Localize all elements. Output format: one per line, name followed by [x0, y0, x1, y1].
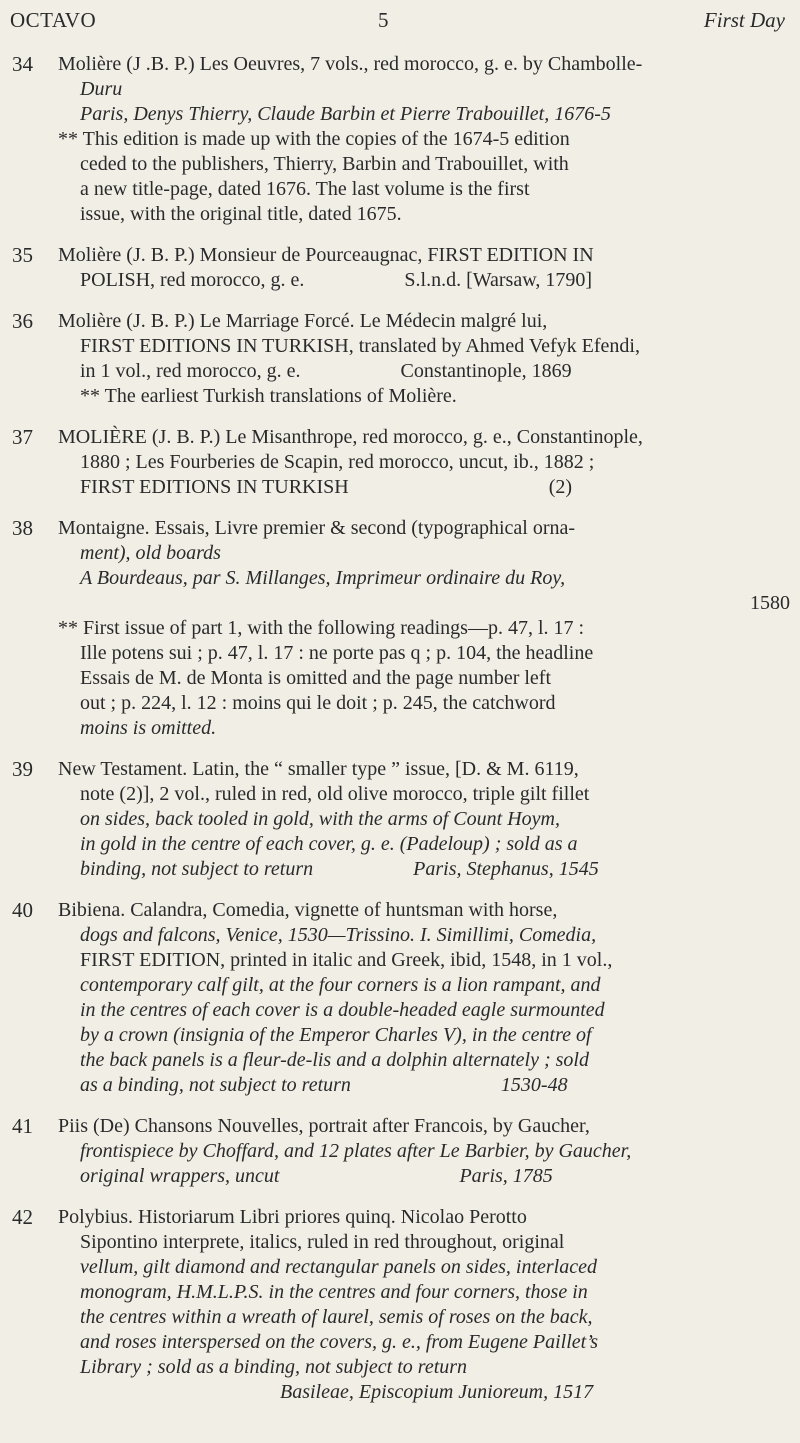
- entry-line: issue, with the original title, dated 1675.: [80, 203, 402, 225]
- entry-line: in the centres of each cover is a double-headed eagle surmounted: [80, 999, 605, 1021]
- lot-number: 39: [12, 757, 33, 781]
- entry-line: moins is omitted.: [80, 717, 217, 739]
- entry-date: 1580: [750, 592, 790, 614]
- entry-line: in gold in the centre of each cover, g. e. (Padeloup) ; sold as a: [80, 833, 578, 855]
- sale-day-label: First Day: [703, 8, 785, 32]
- entry-line: vellum, gilt diamond and rectangular panels on sides, interlaced: [80, 1256, 597, 1278]
- entry-line: FIRST EDITIONS IN TURKISH, translated by Ahmed Vefyk Efendi,: [80, 335, 640, 357]
- lot-number: 35: [12, 243, 33, 267]
- entry-line: binding, not subject to return Paris, Stephanus, 1545: [80, 858, 599, 880]
- lot-entry: [12, 757, 790, 882]
- entry-line: original wrappers, uncut Paris, 1785: [80, 1165, 553, 1187]
- entry-line: the centres within a wreath of laurel, semis of roses on the back,: [80, 1306, 593, 1328]
- entry-line: monogram, H.M.L.P.S. in the centres and four corners, those in: [80, 1281, 588, 1303]
- lot-number: 34: [12, 52, 33, 76]
- entry-line: FIRST EDITION, printed in italic and Greek, ibid, 1548, in 1 vol.,: [80, 949, 613, 971]
- entry-line: Bibiena. Calandra, Comedia, vignette of huntsman with horse,: [58, 899, 558, 921]
- lot-number: 40: [12, 898, 33, 922]
- entry-line: and roses interspersed on the covers, g. e., from Eugene Paillet’s: [80, 1331, 599, 1353]
- entry-line: Ille potens sui ; p. 47, l. 17 : ne porte pas q ; p. 104, the headline: [80, 642, 594, 664]
- lot-entry: [12, 1205, 790, 1405]
- entry-line: Montaigne. Essais, Livre premier & second (typographical orna-: [58, 517, 576, 539]
- entry-line: by a crown (insignia of the Emperor Charles V), in the centre of: [80, 1024, 592, 1046]
- entry-line: Molière (J .B. P.) Les Oeuvres, 7 vols., red morocco, g. e. by Chambolle-: [58, 53, 643, 75]
- lot-entry: [12, 516, 790, 741]
- page-number: 5: [378, 8, 389, 32]
- lot-number: 42: [12, 1205, 33, 1229]
- entry-imprint: Basileae, Episcopium Junioreum, 1517: [280, 1381, 594, 1403]
- lot-entry: [12, 425, 790, 500]
- lot-entry: [12, 1114, 790, 1189]
- lot-entry: [12, 898, 790, 1098]
- entry-line: Piis (De) Chansons Nouvelles, portrait after Francois, by Gaucher,: [58, 1115, 590, 1137]
- entry-note: ** First issue of part 1, with the following readings—p. 47, l. 17 :: [58, 617, 585, 639]
- entry-line: A Bourdeaus, par S. Millanges, Imprimeur ordinaire du Roy,: [80, 567, 566, 589]
- entry-line: Essais de M. de Monta is omitted and the page number left: [80, 667, 552, 689]
- page-header: [10, 4, 785, 40]
- entry-line: frontispiece by Choffard, and 12 plates after Le Barbier, by Gaucher,: [80, 1140, 632, 1162]
- entry-line: on sides, back tooled in gold, with the arms of Count Hoym,: [80, 808, 560, 830]
- entry-line: the back panels is a fleur-de-lis and a dolphin alternately ; sold: [80, 1049, 589, 1071]
- entry-line: Molière (J. B. P.) Le Marriage Forcé. Le Médecin malgré lui,: [58, 310, 548, 332]
- entry-line: Library ; sold as a binding, not subject to return: [80, 1356, 468, 1378]
- lot-number: 38: [12, 516, 33, 540]
- format-label: OCTAVO: [10, 8, 97, 32]
- entry-line: ceded to the publishers, Thierry, Barbin and Trabouillet, with: [80, 153, 569, 175]
- lot-entry: [12, 52, 790, 227]
- lot-number: 37: [12, 425, 33, 449]
- entry-line: ment), old boards: [80, 542, 221, 564]
- entry-line: Molière (J. B. P.) Monsieur de Pourceaugnac, FIRST EDITION IN: [58, 244, 594, 266]
- entry-line: as a binding, not subject to return 1530-48: [80, 1074, 568, 1096]
- entry-line: note (2)], 2 vol., ruled in red, old olive morocco, triple gilt fillet: [80, 783, 590, 805]
- entry-line: Paris, Denys Thierry, Claude Barbin et Pierre Trabouillet, 1676-5: [80, 103, 611, 125]
- entry-line: Duru: [80, 78, 123, 100]
- entry-note: ** The earliest Turkish translations of Molière.: [80, 385, 457, 407]
- lot-entry: [12, 309, 790, 409]
- lot-number: 41: [12, 1114, 33, 1138]
- entry-line: Sipontino interprete, italics, ruled in red throughout, original: [80, 1231, 565, 1253]
- entry-note: ** This edition is made up with the copies of the 1674-5 edition: [58, 128, 570, 150]
- entry-line: New Testament. Latin, the “ smaller type ” issue, [D. & M. 6119,: [58, 758, 579, 780]
- entry-line: out ; p. 224, l. 12 : moins qui le doit ; p. 245, the catchword: [80, 692, 556, 714]
- entry-line: POLISH, red morocco, g. e. S.l.n.d. [Warsaw, 1790]: [80, 269, 593, 291]
- entry-line: Polybius. Historiarum Libri priores quinq. Nicolao Perotto: [58, 1206, 527, 1228]
- entry-line: in 1 vol., red morocco, g. e. Constantinople, 1869: [80, 360, 572, 382]
- entry-line: MOLIÈRE (J. B. P.) Le Misanthrope, red morocco, g. e., Constantinople,: [58, 426, 643, 448]
- lot-entry: [12, 243, 790, 293]
- entry-line: contemporary calf gilt, at the four corners is a lion rampant, and: [80, 974, 601, 996]
- lot-number: 36: [12, 309, 33, 333]
- entry-line: dogs and falcons, Venice, 1530—Trissino. I. Simillimi, Comedia,: [80, 924, 597, 946]
- entry-line: 1880 ; Les Fourberies de Scapin, red morocco, uncut, ib., 1882 ;: [80, 451, 595, 473]
- entry-line: FIRST EDITIONS IN TURKISH (2): [80, 476, 573, 498]
- entry-line: a new title-page, dated 1676. The last volume is the first: [80, 178, 530, 200]
- catalogue-entries: [12, 52, 790, 1421]
